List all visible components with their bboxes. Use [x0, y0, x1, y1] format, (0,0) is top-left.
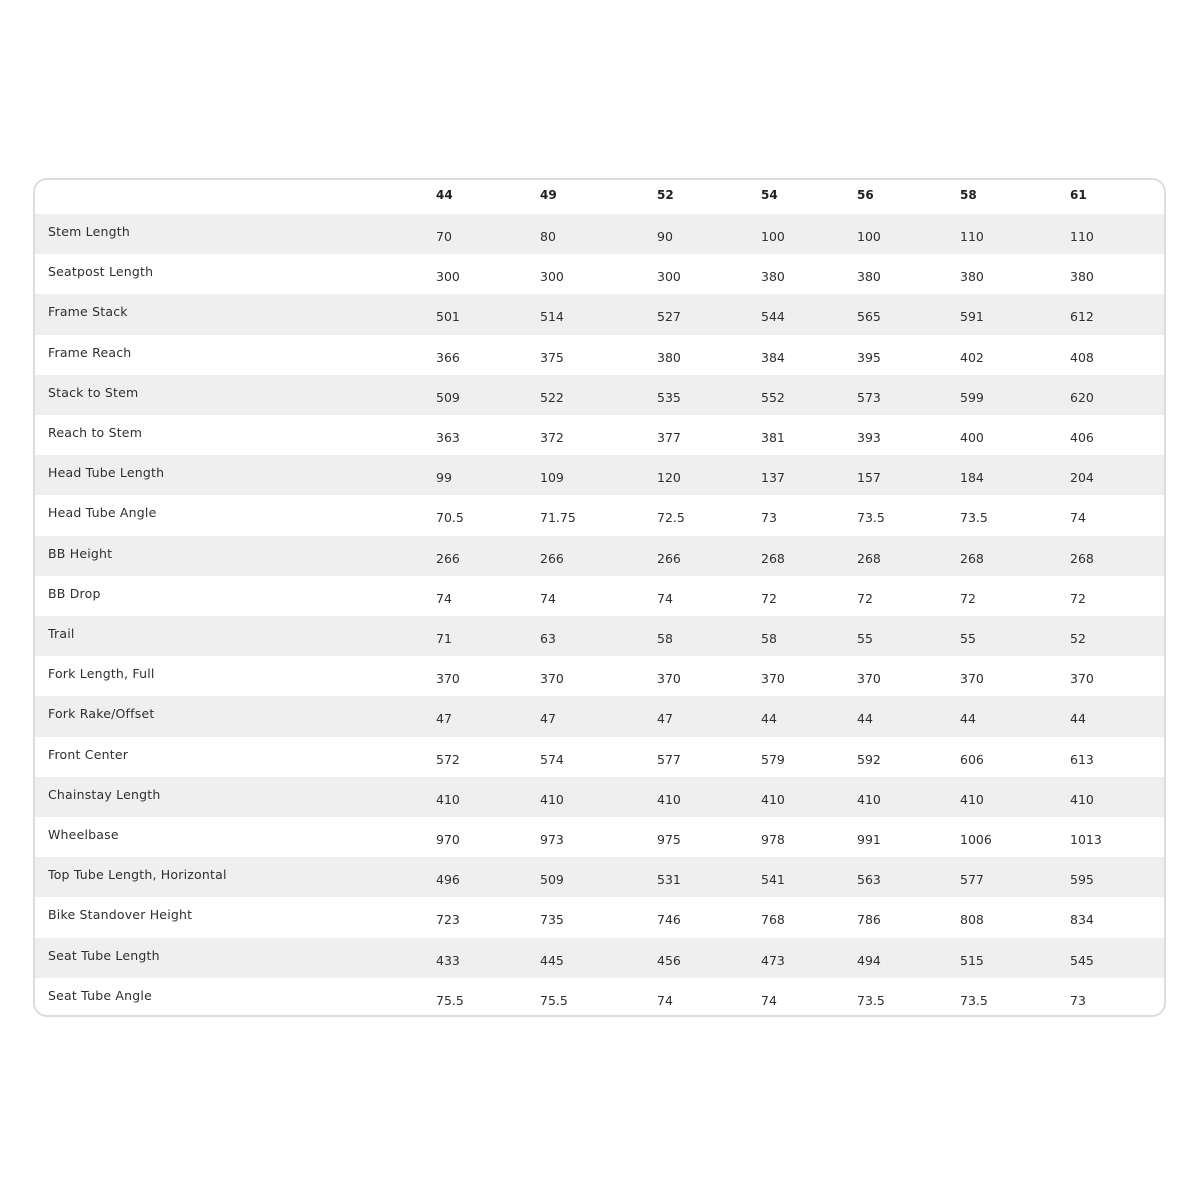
table-row [35, 817, 1164, 857]
table-cell: 410 [761, 791, 785, 807]
table-row [35, 656, 1164, 696]
table-cell: 535 [657, 389, 681, 405]
table-cell: 300 [540, 269, 564, 285]
size-header-49: 49 [540, 188, 557, 202]
table-cell: 363 [436, 430, 460, 445]
table-row [35, 335, 1164, 375]
table-cell: 74 [657, 590, 673, 606]
table-cell: 612 [1070, 309, 1094, 325]
row-label: Stack to Stem [48, 384, 139, 400]
table-cell: 73 [761, 510, 777, 526]
table-cell: 970 [436, 832, 460, 847]
table-cell: 410 [857, 791, 881, 807]
table-cell: 834 [1070, 912, 1094, 928]
table-cell: 1013 [1070, 832, 1102, 847]
table-cell: 71.75 [540, 510, 576, 526]
table-cell: 58 [761, 631, 777, 646]
table-cell: 110 [1070, 229, 1094, 244]
table-cell: 100 [761, 229, 785, 244]
table-cell: 522 [540, 389, 564, 405]
table-row [35, 294, 1164, 334]
table-cell: 120 [657, 470, 681, 486]
table-cell: 433 [436, 952, 460, 968]
table-row [35, 415, 1164, 455]
table-cell: 808 [960, 912, 984, 928]
table-cell: 552 [761, 389, 785, 405]
table-cell: 620 [1070, 389, 1094, 405]
table-cell: 541 [761, 872, 785, 888]
table-cell: 973 [540, 832, 564, 847]
table-cell: 71 [436, 631, 452, 646]
table-cell: 786 [857, 912, 881, 928]
size-header-44: 44 [436, 188, 453, 202]
table-cell: 494 [857, 952, 881, 968]
table-cell: 380 [1070, 269, 1094, 285]
table-cell: 514 [540, 309, 564, 325]
table-cell: 501 [436, 309, 460, 325]
table-cell: 978 [761, 832, 785, 847]
table-cell: 370 [960, 671, 984, 687]
table-cell: 73 [1070, 992, 1086, 1008]
row-label: BB Drop [48, 585, 101, 601]
table-cell: 73.5 [960, 992, 988, 1008]
table-cell: 100 [857, 229, 881, 244]
table-cell: 410 [657, 791, 681, 807]
table-cell: 268 [761, 550, 785, 566]
table-cell: 975 [657, 832, 681, 847]
table-cell: 52 [1070, 631, 1086, 646]
row-label: Fork Length, Full [48, 666, 155, 682]
row-label: Frame Stack [48, 304, 128, 320]
size-header-58: 58 [960, 188, 977, 202]
table-cell: 72 [960, 590, 976, 606]
table-cell: 456 [657, 952, 681, 968]
table-cell: 377 [657, 430, 681, 445]
table-cell: 599 [960, 389, 984, 405]
table-cell: 74 [1070, 510, 1086, 526]
table-cell: 74 [761, 992, 777, 1008]
table-cell: 613 [1070, 751, 1094, 767]
row-label: Reach to Stem [48, 425, 143, 440]
table-cell: 591 [960, 309, 984, 325]
row-label: BB Height [48, 545, 113, 561]
table-cell: 266 [436, 550, 460, 566]
table-cell: 402 [960, 349, 984, 365]
row-label: Head Tube Angle [48, 505, 157, 521]
table-cell: 406 [1070, 430, 1094, 445]
table-cell: 393 [857, 430, 881, 445]
table-cell: 595 [1070, 872, 1094, 888]
table-cell: 410 [960, 791, 984, 807]
table-cell: 72 [857, 590, 873, 606]
table-cell: 370 [657, 671, 681, 687]
table-cell: 110 [960, 229, 984, 244]
table-cell: 372 [540, 430, 564, 445]
table-cell: 72 [1070, 590, 1086, 606]
table-cell: 73.5 [960, 510, 988, 526]
table-cell: 579 [761, 751, 785, 767]
table-cell: 300 [436, 269, 460, 285]
table-cell: 545 [1070, 952, 1094, 968]
table-cell: 380 [857, 269, 881, 285]
table-cell: 300 [657, 269, 681, 285]
row-label: Bike Standover Height [48, 907, 193, 923]
table-cell: 99 [436, 470, 452, 486]
table-cell: 47 [540, 711, 556, 727]
table-cell: 563 [857, 872, 881, 888]
table-cell: 1006 [960, 832, 992, 847]
table-cell: 544 [761, 309, 785, 325]
table-cell: 768 [761, 912, 785, 928]
table-cell: 496 [436, 872, 460, 888]
row-label: Wheelbase [48, 827, 119, 842]
table-cell: 55 [857, 631, 873, 646]
table-cell: 137 [761, 470, 785, 486]
table-cell: 55 [960, 631, 976, 646]
table-cell: 577 [657, 751, 681, 767]
table-cell: 268 [960, 550, 984, 566]
table-cell: 370 [436, 671, 460, 687]
table-cell: 592 [857, 751, 881, 767]
table-cell: 746 [657, 912, 681, 928]
table-cell: 473 [761, 952, 785, 968]
row-label: Seat Tube Angle [48, 987, 152, 1003]
table-cell: 381 [761, 430, 785, 445]
row-label: Seatpost Length [48, 264, 154, 280]
table-row [35, 777, 1164, 817]
table-cell: 573 [857, 389, 881, 405]
table-cell: 266 [540, 550, 564, 566]
table-row [35, 737, 1164, 777]
size-header-52: 52 [657, 188, 674, 202]
table-cell: 565 [857, 309, 881, 325]
table-row [35, 536, 1164, 576]
table-cell: 74 [657, 992, 673, 1008]
table-cell: 410 [436, 791, 460, 807]
table-row [35, 455, 1164, 495]
table-cell: 991 [857, 832, 881, 847]
table-row [35, 375, 1164, 415]
table-row [35, 696, 1164, 736]
table-row [35, 938, 1164, 978]
table-cell: 370 [761, 671, 785, 687]
table-cell: 70 [436, 229, 452, 244]
table-cell: 63 [540, 631, 556, 646]
table-cell: 44 [960, 711, 976, 727]
table-row [35, 897, 1164, 937]
table-cell: 380 [657, 349, 681, 365]
row-label: Frame Reach [48, 344, 132, 360]
table-cell: 80 [540, 229, 556, 244]
table-cell: 90 [657, 229, 673, 244]
table-cell: 268 [857, 550, 881, 566]
table-cell: 184 [960, 470, 984, 486]
table-cell: 72.5 [657, 510, 685, 526]
table-cell: 73.5 [857, 992, 885, 1008]
row-label: Chainstay Length [48, 786, 161, 802]
table-cell: 509 [436, 389, 460, 405]
size-header-row [35, 180, 1164, 215]
table-cell: 577 [960, 872, 984, 888]
table-cell: 384 [761, 349, 785, 365]
table-cell: 268 [1070, 550, 1094, 566]
row-label: Front Center [48, 746, 129, 762]
table-row [35, 254, 1164, 294]
table-cell: 606 [960, 751, 984, 767]
table-cell: 75.5 [436, 992, 464, 1008]
table-cell: 70.5 [436, 510, 464, 526]
table-cell: 370 [1070, 671, 1094, 687]
table-cell: 157 [857, 470, 881, 486]
table-cell: 204 [1070, 470, 1094, 486]
table-cell: 74 [540, 590, 556, 606]
row-label: Head Tube Length [48, 465, 165, 481]
table-row [35, 214, 1164, 254]
table-cell: 47 [436, 711, 452, 727]
table-row [35, 495, 1164, 535]
table-cell: 44 [857, 711, 873, 727]
table-cell: 47 [657, 711, 673, 727]
table-cell: 380 [960, 269, 984, 285]
table-cell: 370 [857, 671, 881, 687]
table-cell: 410 [1070, 791, 1094, 807]
table-cell: 375 [540, 349, 564, 365]
size-header-54: 54 [761, 188, 778, 202]
table-cell: 370 [540, 671, 564, 687]
geometry-table [33, 178, 1166, 1017]
table-cell: 72 [761, 590, 777, 606]
size-header-61: 61 [1070, 188, 1087, 202]
table-cell: 531 [657, 872, 681, 888]
table-cell: 395 [857, 349, 881, 365]
table-cell: 366 [436, 349, 460, 365]
row-label: Fork Rake/Offset [48, 706, 155, 722]
table-cell: 380 [761, 269, 785, 285]
table-cell: 723 [436, 912, 460, 928]
table-cell: 515 [960, 952, 984, 968]
size-header-56: 56 [857, 188, 874, 202]
table-cell: 109 [540, 470, 564, 486]
table-row [35, 576, 1164, 616]
table-cell: 572 [436, 751, 460, 767]
table-cell: 74 [436, 590, 452, 606]
table-cell: 75.5 [540, 992, 568, 1008]
row-label: Seat Tube Length [48, 947, 160, 963]
table-cell: 73.5 [857, 510, 885, 526]
row-label: Stem Length [48, 224, 130, 239]
table-row [35, 978, 1164, 1017]
table-cell: 408 [1070, 349, 1094, 365]
table-cell: 527 [657, 309, 681, 325]
table-cell: 266 [657, 550, 681, 566]
table-cell: 44 [761, 711, 777, 727]
table-cell: 574 [540, 751, 564, 767]
row-label: Top Tube Length, Horizontal [48, 867, 227, 883]
table-row [35, 616, 1164, 656]
table-row [35, 857, 1164, 897]
row-label: Trail [48, 626, 75, 641]
table-cell: 735 [540, 912, 564, 928]
table-cell: 410 [540, 791, 564, 807]
table-cell: 44 [1070, 711, 1086, 727]
table-cell: 58 [657, 631, 673, 646]
table-cell: 400 [960, 430, 984, 445]
table-cell: 445 [540, 952, 564, 968]
table-cell: 509 [540, 872, 564, 888]
